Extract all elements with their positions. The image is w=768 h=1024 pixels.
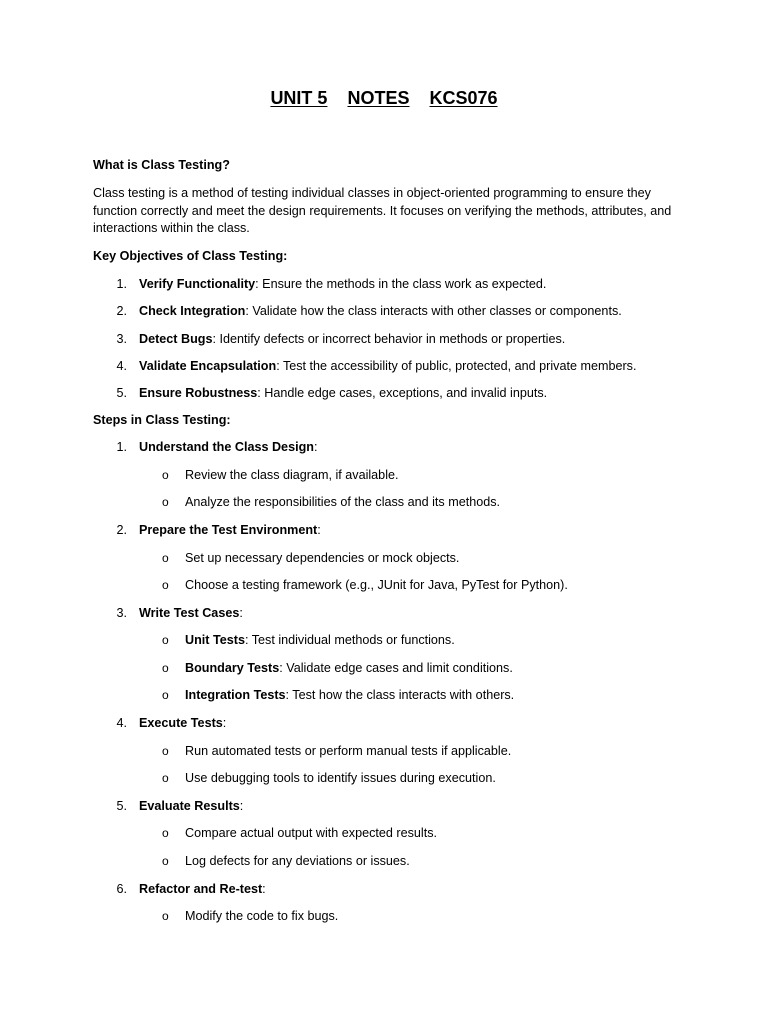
subitem-text: : Test individual methods or functions. bbox=[244, 633, 455, 647]
objective-number: 3. bbox=[116, 332, 127, 346]
subitem-text: Analyze the responsibilities of the class and its methods. bbox=[185, 495, 501, 509]
step-title: Write Test Cases bbox=[139, 606, 240, 620]
subitem-term: Unit Tests bbox=[185, 633, 245, 647]
section-heading-steps: Steps in Class Testing: bbox=[93, 413, 231, 427]
step-colon: : bbox=[313, 440, 318, 454]
objective-number: 5. bbox=[116, 386, 127, 400]
bullet-icon: o bbox=[162, 661, 169, 675]
step-number: 1. bbox=[116, 440, 127, 454]
step-heading bbox=[139, 605, 243, 622]
definition-paragraph: Class testing is a method of testing individual classes in object-oriented programming to ensure they function correctly and meet the design requirements. It focuses on verifying the methods, attributes, and interactions within the class. bbox=[93, 186, 672, 235]
subitem-term: Integration Tests bbox=[185, 688, 286, 702]
step-heading bbox=[139, 798, 243, 815]
step-subitem bbox=[185, 632, 455, 649]
step-subitem bbox=[185, 825, 437, 842]
title-unit: UNIT 5 bbox=[270, 88, 328, 108]
bullet-icon: o bbox=[162, 495, 169, 509]
title-notes: NOTES bbox=[347, 88, 410, 108]
objective-term: Ensure Robustness bbox=[139, 386, 258, 400]
bullet-icon: o bbox=[162, 578, 169, 592]
step-title: Prepare the Test Environment bbox=[139, 523, 318, 537]
bullet-icon: o bbox=[162, 744, 169, 758]
subitem-text: Review the class diagram, if available. bbox=[185, 468, 399, 482]
objective-term: Check Integration bbox=[139, 304, 246, 318]
step-subitem bbox=[185, 660, 513, 677]
objective-term: Detect Bugs bbox=[139, 332, 213, 346]
step-colon: : bbox=[222, 716, 227, 730]
objective-description: : Ensure the methods in the class work as expected. bbox=[255, 277, 547, 291]
step-subitem bbox=[185, 853, 410, 870]
document-title bbox=[0, 88, 768, 109]
step-number: 4. bbox=[116, 716, 127, 730]
step-number: 6. bbox=[116, 882, 127, 896]
step-colon: : bbox=[262, 882, 266, 896]
subitem-text: Use debugging tools to identify issues during execution. bbox=[185, 771, 496, 785]
objective-description: : Test the accessibility of public, protected, and private members. bbox=[276, 359, 637, 373]
step-colon: : bbox=[239, 606, 243, 620]
subitem-text: Choose a testing framework (e.g., JUnit for Java, PyTest for Python). bbox=[185, 578, 568, 592]
bullet-icon: o bbox=[162, 826, 169, 840]
bullet-icon: o bbox=[162, 771, 169, 785]
step-number: 2. bbox=[116, 523, 127, 537]
objective-text bbox=[139, 331, 565, 348]
subitem-text: : Test how the class interacts with others. bbox=[285, 688, 515, 702]
objective-text bbox=[139, 358, 636, 375]
objective-text bbox=[139, 303, 622, 320]
bullet-icon: o bbox=[162, 688, 169, 702]
subitem-text: Modify the code to fix bugs. bbox=[185, 909, 339, 923]
step-number: 3. bbox=[116, 606, 127, 620]
step-subitem bbox=[185, 687, 514, 704]
objective-description: : Identify defects or incorrect behavior in methods or properties. bbox=[212, 332, 566, 346]
step-subitem bbox=[185, 494, 500, 511]
step-heading bbox=[139, 881, 266, 898]
step-number: 5. bbox=[116, 799, 127, 813]
step-subitem bbox=[185, 467, 399, 484]
section-heading-key-objectives: Key Objectives of Class Testing: bbox=[93, 249, 288, 263]
step-title: Understand the Class Design bbox=[139, 440, 314, 454]
objective-number: 2. bbox=[116, 304, 127, 318]
objective-term: Verify Functionality bbox=[139, 277, 256, 291]
objective-text bbox=[139, 276, 546, 293]
step-subitem bbox=[185, 908, 338, 925]
subitem-text: : Validate edge cases and limit conditions. bbox=[279, 661, 513, 675]
objective-term: Validate Encapsulation bbox=[139, 359, 277, 373]
subitem-text: Set up necessary dependencies or mock objects. bbox=[185, 551, 460, 565]
bullet-icon: o bbox=[162, 468, 169, 482]
subitem-text: Log defects for any deviations or issues. bbox=[185, 854, 410, 868]
step-heading bbox=[139, 522, 321, 539]
objective-number: 1. bbox=[116, 277, 127, 291]
step-subitem bbox=[185, 743, 511, 760]
step-colon: : bbox=[239, 799, 244, 813]
step-subitem bbox=[185, 770, 496, 787]
bullet-icon: o bbox=[162, 633, 169, 647]
section-heading-what-is-class-testing: What is Class Testing? bbox=[93, 158, 230, 172]
title-course-code: KCS076 bbox=[429, 88, 498, 108]
step-title: Evaluate Results bbox=[139, 799, 240, 813]
subitem-term: Boundary Tests bbox=[185, 661, 280, 675]
objective-number: 4. bbox=[116, 359, 127, 373]
subitem-text: Compare actual output with expected results. bbox=[185, 826, 438, 840]
bullet-icon: o bbox=[162, 551, 169, 565]
step-subitem bbox=[185, 550, 459, 567]
objective-text bbox=[139, 385, 547, 402]
step-title: Refactor and Re-test bbox=[139, 882, 263, 896]
bullet-icon: o bbox=[162, 854, 169, 868]
bullet-icon: o bbox=[162, 909, 169, 923]
step-title: Execute Tests bbox=[139, 716, 223, 730]
step-colon: : bbox=[317, 523, 321, 537]
objective-description: : Validate how the class interacts with other classes or components. bbox=[245, 304, 622, 318]
step-heading bbox=[139, 715, 226, 732]
objective-description: : Handle edge cases, exceptions, and invalid inputs. bbox=[257, 386, 548, 400]
step-heading bbox=[139, 439, 317, 456]
step-subitem bbox=[185, 577, 568, 594]
subitem-text: Run automated tests or perform manual tests if applicable. bbox=[185, 744, 512, 758]
